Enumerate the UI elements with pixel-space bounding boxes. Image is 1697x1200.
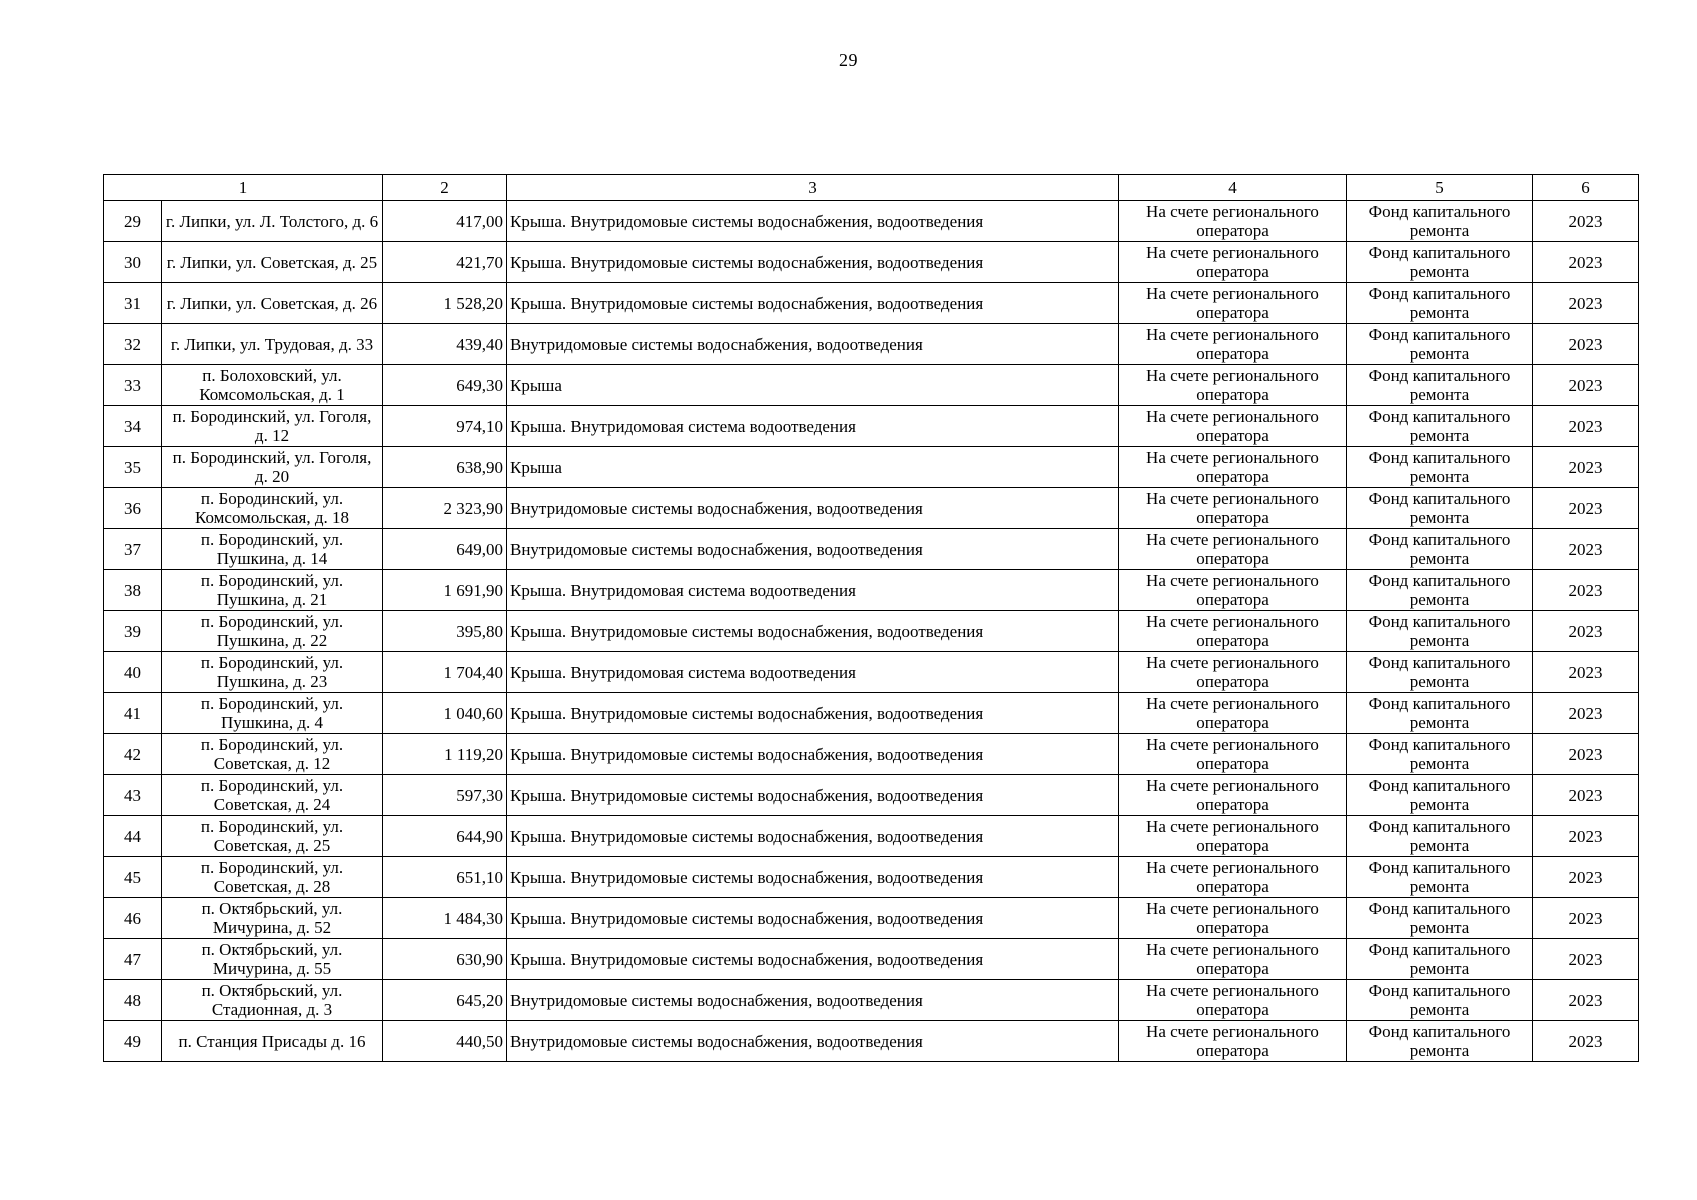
fund-cell: Фонд капитального ремонта bbox=[1347, 652, 1533, 693]
row-number: 37 bbox=[104, 529, 162, 570]
fund-cell: Фонд капитального ремонта bbox=[1347, 980, 1533, 1021]
works-cell: Крыша. Внутридомовые системы водоснабжения, водоотведения bbox=[507, 898, 1119, 939]
address-cell: п. Станция Присады д. 16 bbox=[162, 1021, 383, 1062]
year-cell: 2023 bbox=[1533, 201, 1639, 242]
table-body bbox=[104, 201, 1639, 1062]
area-cell: 630,90 bbox=[383, 939, 507, 980]
address-cell: п. Бородинский, ул. Советская, д. 25 bbox=[162, 816, 383, 857]
column-header-2: 2 bbox=[383, 175, 507, 201]
year-cell: 2023 bbox=[1533, 447, 1639, 488]
table-row bbox=[104, 406, 1639, 447]
funding-source-cell: На счете регионального оператора bbox=[1119, 324, 1347, 365]
fund-cell: Фонд капитального ремонта bbox=[1347, 898, 1533, 939]
table-row bbox=[104, 857, 1639, 898]
works-cell: Внутридомовые системы водоснабжения, водоотведения bbox=[507, 488, 1119, 529]
year-cell: 2023 bbox=[1533, 734, 1639, 775]
address-cell: п. Бородинский, ул. Пушкина, д. 22 bbox=[162, 611, 383, 652]
row-number: 35 bbox=[104, 447, 162, 488]
table-row bbox=[104, 611, 1639, 652]
fund-cell: Фонд капитального ремонта bbox=[1347, 775, 1533, 816]
fund-cell: Фонд капитального ремонта bbox=[1347, 406, 1533, 447]
year-cell: 2023 bbox=[1533, 570, 1639, 611]
row-number: 40 bbox=[104, 652, 162, 693]
table-header-row bbox=[104, 175, 1639, 201]
year-cell: 2023 bbox=[1533, 980, 1639, 1021]
funding-source-cell: На счете регионального оператора bbox=[1119, 406, 1347, 447]
area-cell: 1 119,20 bbox=[383, 734, 507, 775]
funding-source-cell: На счете регионального оператора bbox=[1119, 1021, 1347, 1062]
fund-cell: Фонд капитального ремонта bbox=[1347, 857, 1533, 898]
works-cell: Крыша. Внутридомовые системы водоснабжения, водоотведения bbox=[507, 939, 1119, 980]
year-cell: 2023 bbox=[1533, 324, 1639, 365]
address-cell: п. Бородинский, ул. Комсомольская, д. 18 bbox=[162, 488, 383, 529]
column-header-5: 5 bbox=[1347, 175, 1533, 201]
area-cell: 2 323,90 bbox=[383, 488, 507, 529]
funding-source-cell: На счете регионального оператора bbox=[1119, 980, 1347, 1021]
fund-cell: Фонд капитального ремонта bbox=[1347, 365, 1533, 406]
column-header-4: 4 bbox=[1119, 175, 1347, 201]
funding-source-cell: На счете регионального оператора bbox=[1119, 652, 1347, 693]
fund-cell: Фонд капитального ремонта bbox=[1347, 693, 1533, 734]
area-cell: 1 691,90 bbox=[383, 570, 507, 611]
row-number: 32 bbox=[104, 324, 162, 365]
year-cell: 2023 bbox=[1533, 365, 1639, 406]
area-cell: 1 528,20 bbox=[383, 283, 507, 324]
area-cell: 638,90 bbox=[383, 447, 507, 488]
year-cell: 2023 bbox=[1533, 652, 1639, 693]
row-number: 36 bbox=[104, 488, 162, 529]
area-cell: 1 040,60 bbox=[383, 693, 507, 734]
works-cell: Крыша. Внутридомовые системы водоснабжения, водоотведения bbox=[507, 816, 1119, 857]
table-row bbox=[104, 570, 1639, 611]
fund-cell: Фонд капитального ремонта bbox=[1347, 201, 1533, 242]
table-row bbox=[104, 283, 1639, 324]
fund-cell: Фонд капитального ремонта bbox=[1347, 283, 1533, 324]
works-cell: Внутридомовые системы водоснабжения, водоотведения bbox=[507, 980, 1119, 1021]
works-cell: Крыша. Внутридомовые системы водоснабжения, водоотведения bbox=[507, 857, 1119, 898]
row-number: 30 bbox=[104, 242, 162, 283]
fund-cell: Фонд капитального ремонта bbox=[1347, 939, 1533, 980]
row-number: 41 bbox=[104, 693, 162, 734]
row-number: 34 bbox=[104, 406, 162, 447]
funding-source-cell: На счете регионального оператора bbox=[1119, 447, 1347, 488]
table-row bbox=[104, 324, 1639, 365]
address-cell: п. Бородинский, ул. Пушкина, д. 4 bbox=[162, 693, 383, 734]
works-cell: Крыша. Внутридомовые системы водоснабжения, водоотведения bbox=[507, 693, 1119, 734]
year-cell: 2023 bbox=[1533, 816, 1639, 857]
works-cell: Крыша. Внутридомовая система водоотведения bbox=[507, 652, 1119, 693]
area-cell: 645,20 bbox=[383, 980, 507, 1021]
year-cell: 2023 bbox=[1533, 939, 1639, 980]
funding-source-cell: На счете регионального оператора bbox=[1119, 816, 1347, 857]
fund-cell: Фонд капитального ремонта bbox=[1347, 734, 1533, 775]
year-cell: 2023 bbox=[1533, 898, 1639, 939]
works-cell: Крыша. Внутридомовые системы водоснабжения, водоотведения bbox=[507, 242, 1119, 283]
works-cell: Крыша. Внутридомовые системы водоснабжения, водоотведения bbox=[507, 283, 1119, 324]
address-cell: п. Октябрьский, ул. Мичурина, д. 55 bbox=[162, 939, 383, 980]
fund-cell: Фонд капитального ремонта bbox=[1347, 570, 1533, 611]
row-number: 38 bbox=[104, 570, 162, 611]
area-cell: 1 484,30 bbox=[383, 898, 507, 939]
column-header-3: 3 bbox=[507, 175, 1119, 201]
funding-source-cell: На счете регионального оператора bbox=[1119, 611, 1347, 652]
works-cell: Крыша. Внутридомовые системы водоснабжения, водоотведения bbox=[507, 201, 1119, 242]
row-number: 47 bbox=[104, 939, 162, 980]
funding-source-cell: На счете регионального оператора bbox=[1119, 857, 1347, 898]
row-number: 39 bbox=[104, 611, 162, 652]
works-cell: Внутридомовые системы водоснабжения, водоотведения bbox=[507, 324, 1119, 365]
address-cell: п. Бородинский, ул. Пушкина, д. 21 bbox=[162, 570, 383, 611]
year-cell: 2023 bbox=[1533, 1021, 1639, 1062]
area-cell: 417,00 bbox=[383, 201, 507, 242]
year-cell: 2023 bbox=[1533, 488, 1639, 529]
area-cell: 597,30 bbox=[383, 775, 507, 816]
table-row bbox=[104, 693, 1639, 734]
works-cell: Крыша. Внутридомовые системы водоснабжения, водоотведения bbox=[507, 734, 1119, 775]
address-cell: п. Октябрьский, ул. Мичурина, д. 52 bbox=[162, 898, 383, 939]
capital-repair-table bbox=[103, 174, 1639, 1062]
fund-cell: Фонд капитального ремонта bbox=[1347, 1021, 1533, 1062]
address-cell: п. Бородинский, ул. Пушкина, д. 14 bbox=[162, 529, 383, 570]
funding-source-cell: На счете регионального оператора bbox=[1119, 242, 1347, 283]
fund-cell: Фонд капитального ремонта bbox=[1347, 447, 1533, 488]
funding-source-cell: На счете регионального оператора bbox=[1119, 775, 1347, 816]
area-cell: 439,40 bbox=[383, 324, 507, 365]
table-row bbox=[104, 816, 1639, 857]
area-cell: 421,70 bbox=[383, 242, 507, 283]
address-cell: п. Бородинский, ул. Гоголя, д. 12 bbox=[162, 406, 383, 447]
area-cell: 644,90 bbox=[383, 816, 507, 857]
funding-source-cell: На счете регионального оператора bbox=[1119, 529, 1347, 570]
funding-source-cell: На счете регионального оператора bbox=[1119, 693, 1347, 734]
table-row bbox=[104, 242, 1639, 283]
row-number: 48 bbox=[104, 980, 162, 1021]
table-row bbox=[104, 775, 1639, 816]
fund-cell: Фонд капитального ремонта bbox=[1347, 324, 1533, 365]
area-cell: 649,30 bbox=[383, 365, 507, 406]
year-cell: 2023 bbox=[1533, 693, 1639, 734]
table-row bbox=[104, 447, 1639, 488]
area-cell: 651,10 bbox=[383, 857, 507, 898]
fund-cell: Фонд капитального ремонта bbox=[1347, 611, 1533, 652]
address-cell: г. Липки, ул. Советская, д. 25 bbox=[162, 242, 383, 283]
page-number: 29 bbox=[839, 50, 858, 70]
row-number: 43 bbox=[104, 775, 162, 816]
row-number: 33 bbox=[104, 365, 162, 406]
address-cell: г. Липки, ул. Л. Толстого, д. 6 bbox=[162, 201, 383, 242]
area-cell: 974,10 bbox=[383, 406, 507, 447]
row-number: 45 bbox=[104, 857, 162, 898]
funding-source-cell: На счете регионального оператора bbox=[1119, 201, 1347, 242]
funding-source-cell: На счете регионального оператора bbox=[1119, 570, 1347, 611]
address-cell: г. Липки, ул. Советская, д. 26 bbox=[162, 283, 383, 324]
year-cell: 2023 bbox=[1533, 529, 1639, 570]
year-cell: 2023 bbox=[1533, 242, 1639, 283]
table-row bbox=[104, 201, 1639, 242]
funding-source-cell: На счете регионального оператора bbox=[1119, 283, 1347, 324]
works-cell: Крыша. Внутридомовая система водоотведения bbox=[507, 406, 1119, 447]
works-cell: Крыша. Внутридомовые системы водоснабжения, водоотведения bbox=[507, 775, 1119, 816]
table-row bbox=[104, 488, 1639, 529]
area-cell: 649,00 bbox=[383, 529, 507, 570]
works-cell: Крыша bbox=[507, 365, 1119, 406]
address-cell: п. Бородинский, ул. Советская, д. 12 bbox=[162, 734, 383, 775]
funding-source-cell: На счете регионального оператора bbox=[1119, 898, 1347, 939]
address-cell: п. Бородинский, ул. Советская, д. 28 bbox=[162, 857, 383, 898]
table-row bbox=[104, 980, 1639, 1021]
year-cell: 2023 bbox=[1533, 283, 1639, 324]
works-cell: Крыша bbox=[507, 447, 1119, 488]
address-cell: п. Бородинский, ул. Гоголя, д. 20 bbox=[162, 447, 383, 488]
address-cell: п. Октябрьский, ул. Стадионная, д. 3 bbox=[162, 980, 383, 1021]
table-row bbox=[104, 734, 1639, 775]
row-number: 42 bbox=[104, 734, 162, 775]
year-cell: 2023 bbox=[1533, 406, 1639, 447]
row-number: 44 bbox=[104, 816, 162, 857]
column-header-1: 1 bbox=[104, 175, 383, 201]
fund-cell: Фонд капитального ремонта bbox=[1347, 529, 1533, 570]
area-cell: 1 704,40 bbox=[383, 652, 507, 693]
address-cell: г. Липки, ул. Трудовая, д. 33 bbox=[162, 324, 383, 365]
table-row bbox=[104, 939, 1639, 980]
table-row bbox=[104, 652, 1639, 693]
table-row bbox=[104, 1021, 1639, 1062]
year-cell: 2023 bbox=[1533, 611, 1639, 652]
funding-source-cell: На счете регионального оператора bbox=[1119, 365, 1347, 406]
table-row bbox=[104, 898, 1639, 939]
row-number: 29 bbox=[104, 201, 162, 242]
column-header-6: 6 bbox=[1533, 175, 1639, 201]
area-cell: 440,50 bbox=[383, 1021, 507, 1062]
works-cell: Крыша. Внутридомовая система водоотведения bbox=[507, 570, 1119, 611]
fund-cell: Фонд капитального ремонта bbox=[1347, 816, 1533, 857]
row-number: 31 bbox=[104, 283, 162, 324]
year-cell: 2023 bbox=[1533, 857, 1639, 898]
works-cell: Внутридомовые системы водоснабжения, водоотведения bbox=[507, 1021, 1119, 1062]
works-cell: Крыша. Внутридомовые системы водоснабжения, водоотведения bbox=[507, 611, 1119, 652]
fund-cell: Фонд капитального ремонта bbox=[1347, 242, 1533, 283]
row-number: 49 bbox=[104, 1021, 162, 1062]
works-cell: Внутридомовые системы водоснабжения, водоотведения bbox=[507, 529, 1119, 570]
funding-source-cell: На счете регионального оператора bbox=[1119, 734, 1347, 775]
fund-cell: Фонд капитального ремонта bbox=[1347, 488, 1533, 529]
area-cell: 395,80 bbox=[383, 611, 507, 652]
row-number: 46 bbox=[104, 898, 162, 939]
year-cell: 2023 bbox=[1533, 775, 1639, 816]
table-row bbox=[104, 365, 1639, 406]
address-cell: п. Бородинский, ул. Пушкина, д. 23 bbox=[162, 652, 383, 693]
address-cell: п. Болоховский, ул. Комсомольская, д. 1 bbox=[162, 365, 383, 406]
address-cell: п. Бородинский, ул. Советская, д. 24 bbox=[162, 775, 383, 816]
funding-source-cell: На счете регионального оператора bbox=[1119, 488, 1347, 529]
funding-source-cell: На счете регионального оператора bbox=[1119, 939, 1347, 980]
table-row bbox=[104, 529, 1639, 570]
